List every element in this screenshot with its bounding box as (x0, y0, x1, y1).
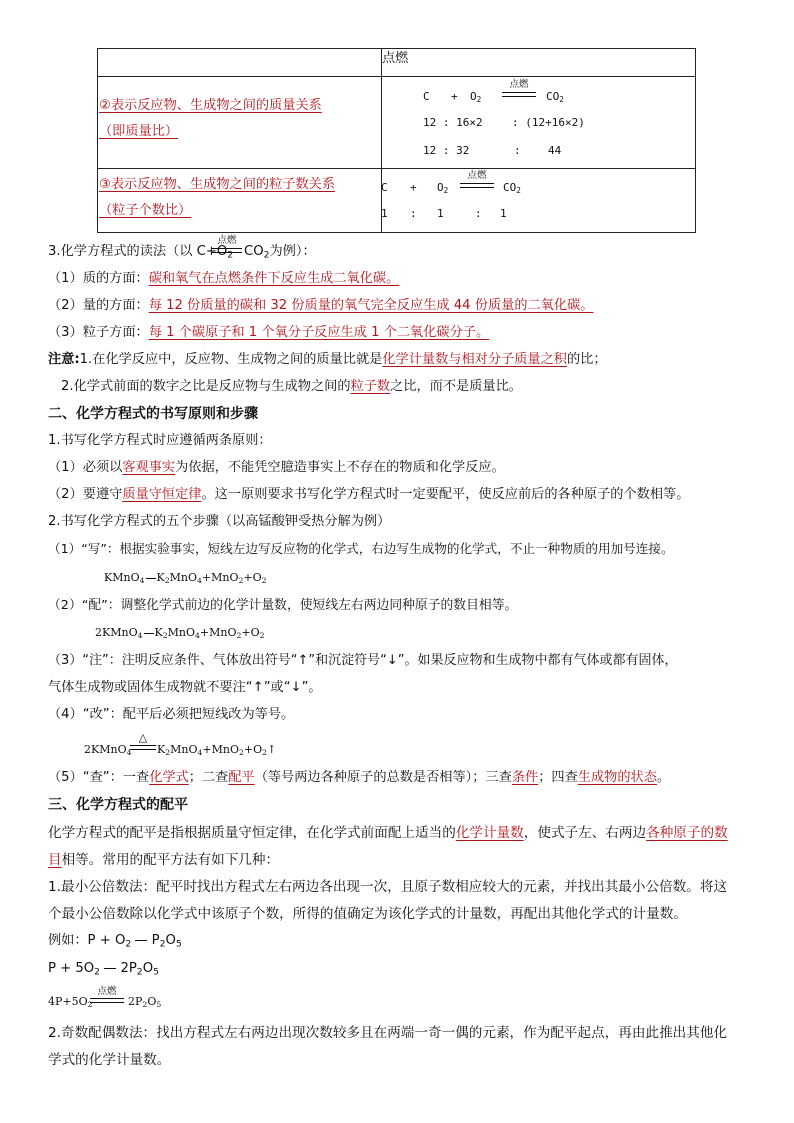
step-balance: （2）“配”：调整化学式前边的化学计量数，使短线左右两边同种原子的数目相等。 (48, 598, 518, 613)
table-row-divider (98, 168, 695, 169)
row1-label-line2: （即质量比） (99, 124, 179, 139)
mass-ratio-b: : (12+16×2) (512, 116, 585, 129)
mass-value-c: 44 (548, 144, 562, 157)
particle-c: 1 (500, 207, 507, 220)
note-line-2: 2.化学式前面的数字之比是反应物与生成物之间的粒子数之比，而不是质量比。 (61, 379, 522, 394)
eq-product: $CO_2$ (503, 181, 521, 195)
particle-b: 1 (437, 207, 444, 220)
mass-value-b: : (514, 144, 521, 157)
step-change: （4）“改”：配平后必须把短线改为等号。 (48, 707, 295, 722)
example-1: 例如：$P + O_2$ $P_2O_5$ (48, 933, 182, 950)
equals-sign (90, 998, 124, 1003)
reading-particle: （3）粒子方面：每 1 个碳原子和 1 个氧分子反应生成 1 个二氧化碳分子。 (48, 325, 490, 340)
method-odd-even-1: 2.奇数配偶数法：找出方程式左右两边出现次数较多且在两端一奇一偶的元素，作为配平起点，再由此推出其他化 (48, 1025, 728, 1041)
mass-value-a: 12 : 32 (423, 144, 470, 157)
method-lcm-1: 1.最小公倍数法：配平时找出方程式左右两边各出现一次，且原子数相应较大的元素，并找出其最小公倍数。将这 (48, 879, 728, 895)
s3-title: 3.化学方程式的读法（以 $C+O_2$ (48, 244, 234, 261)
eq-carbon: C (381, 181, 388, 194)
section-heading: 二、化学方程式的书写原则和步骤 (48, 406, 258, 422)
note-line-1: 注意:1.在化学反应中，反应物、生成物之间的质量比就是化学计量数与相对分子质量之积的比； (48, 352, 607, 367)
paragraph: 1.书写化学方程式时应遵循两条原则： (48, 433, 272, 448)
example-2: $P + 5O_2$ $2P_2O_5$ (48, 961, 159, 978)
heat-condition: △ (138, 731, 148, 744)
equation-balanced: 2KMnO$_4$ $K_2MnO_4+MnO_2+O_2$ (95, 626, 265, 640)
paragraph: 2.书写化学方程式的五个步骤（以高锰酸钾受热分解为例） (48, 514, 391, 529)
equation-unbalanced: KMnO$_4$ $K_2MnO_4+MnO_2+O_2$ (104, 571, 267, 585)
particle-sep: : (475, 207, 482, 220)
equals-sign (460, 183, 494, 188)
reaction-condition: 点燃 (97, 986, 117, 997)
eq-product: $CO_2$ (546, 90, 564, 104)
principle-2: （2）要遵守质量守恒定律。这一原则要求书写化学方程式时一定要配平，使反应前后的各种原子的个数相等。 (48, 487, 690, 502)
example-3-product: $2P_2O_5$ (128, 995, 162, 1009)
equals-sign (502, 92, 536, 97)
step-annotate: （3）“注”：注明反应条件、气体放出符号“↑”和沉淀符号“↓”。如果反应物和生成物中都有气体或都有固体， (48, 653, 678, 668)
reaction-condition: 点燃 (217, 235, 237, 246)
particle-sep: : (410, 207, 417, 220)
equation-final-products: $K_2MnO_4+MnO_2+O_2↑$ (157, 743, 277, 757)
example-3: $4P+5O_2$ (48, 995, 93, 1009)
row2-label-line1: ③表示反应物、生成物之间的粒子数关系 (99, 177, 336, 192)
principle-1: （1）必须以客观事实为依据，不能凭空臆造事实上不存在的物质和化学反应。 (48, 460, 505, 475)
mass-ratio-a: 12 : 16×2 (423, 116, 483, 129)
intro-line-1: 化学方程式的配平是指根据质量守恒定律，在化学式前面配上适当的化学计量数，使式子左、右两边各种原子的数 (48, 825, 728, 841)
method-lcm-2: 个最小公倍数除以化学式中该原子个数，所得的值确定为该化学式的计量数，再配出其他化学式的计量数。 (48, 906, 687, 922)
s3-title-end: $CO_2$为例）： (244, 244, 316, 261)
eq-plus: + (451, 90, 458, 103)
equals-sign (130, 745, 156, 750)
eq-carbon: C (423, 90, 430, 103)
eq-oxygen: $O_2$ (470, 90, 482, 104)
equals-sign (212, 248, 242, 253)
reaction-condition: 点燃 (509, 79, 529, 90)
particle-a: 1 (381, 207, 388, 220)
reading-quantity: （2）量的方面：每 12 份质量的碳和 32 份质量的氧气完全反应生成 44 份质量的二氧化碳。 (48, 298, 594, 313)
eq-plus: + (410, 181, 417, 194)
table-header-cell: 点燃 (382, 51, 409, 66)
reaction-condition: 点燃 (467, 170, 487, 181)
row1-label-line1: ②表示反应物、生成物之间的质量关系 (99, 98, 322, 113)
step-check: （5）“查”：一查化学式；二查配平（等号两边各种原子的总数是否相等）；三查条件；四查生成物的状态。 (48, 770, 671, 785)
intro-line-2: 目相等。常用的配平方法有如下几种： (48, 852, 280, 868)
eq-oxygen: $O_2$ (437, 181, 449, 195)
section-heading: 三、化学方程式的配平 (48, 797, 188, 813)
equation-final: 2KMnO$_4$ (84, 743, 132, 757)
reading-quality: （1）质的方面：碳和氧气在点燃条件下反应生成二氧化碳。 (48, 271, 400, 286)
table-row-divider (98, 76, 695, 77)
step-write: （1）“写”：根据实验事实，短线左边写反应物的化学式，右边写生成物的化学式，不止一种物质的用加号连接。 (48, 541, 674, 556)
method-odd-even-2: 学式的化学计量数。 (48, 1052, 171, 1068)
step-annotate-cont: 气体生成物或固体生成物就不要注“↑”或“↓”。 (48, 680, 322, 695)
row2-label-line2: （粒子个数比） (99, 203, 192, 218)
